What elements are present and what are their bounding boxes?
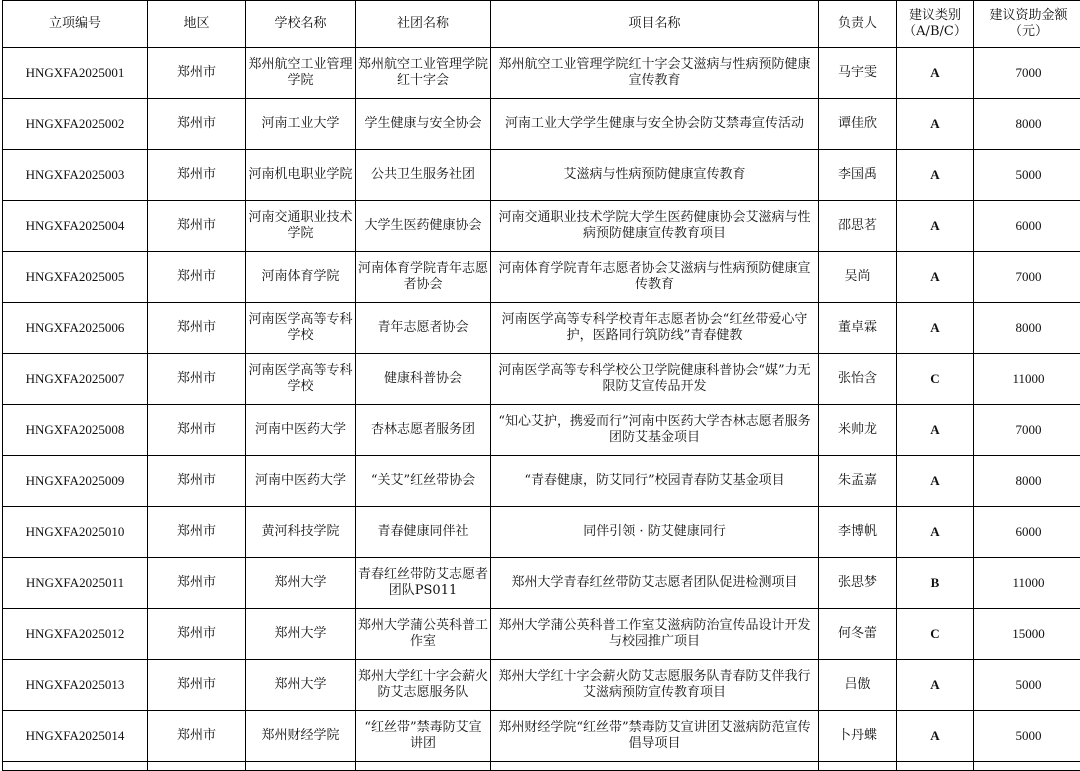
cell-code: HNGXFA2025006 [3,303,148,354]
cell-leader: 谭佳欣 [819,99,897,150]
cell-empty [974,762,1080,771]
cell-school: 河南医学高等专科学校 [246,354,356,405]
cell-leader: 董卓霖 [819,303,897,354]
cell-school: 郑州大学 [246,609,356,660]
header-amount: 建议资助金额（元） [974,1,1080,48]
cell-amount: 7000 [974,252,1080,303]
cell-code: HNGXFA2025012 [3,609,148,660]
cell-code: HNGXFA2025013 [3,660,148,711]
cell-school: 河南中医药大学 [246,405,356,456]
cell-category: A [897,150,974,201]
cell-region: 郑州市 [148,405,246,456]
cell-empty [356,762,491,771]
cell-project: 河南医学高等专科学校青年志愿者协会“红丝带爱心守护，医路同行筑防线”青春健教 [491,303,819,354]
cell-region: 郑州市 [148,711,246,762]
cell-region: 郑州市 [148,303,246,354]
cell-club: 健康科普协会 [356,354,491,405]
cell-code: HNGXFA2025004 [3,201,148,252]
header-code: 立项编号 [3,1,148,48]
cell-leader: 吕傲 [819,660,897,711]
header-category: 建议类别（A/B/C） [897,1,974,48]
cell-code: HNGXFA2025002 [3,99,148,150]
cell-category: A [897,201,974,252]
cell-amount: 5000 [974,150,1080,201]
cell-project: 郑州大学青春红丝带防艾志愿者团队促进检测项目 [491,558,819,609]
cell-club: “红丝带”禁毒防艾宣讲团 [356,711,491,762]
cell-amount: 8000 [974,303,1080,354]
cell-leader: 何冬蕾 [819,609,897,660]
cell-club: 青春健康同伴社 [356,507,491,558]
cell-category: A [897,456,974,507]
cell-school: 黄河科技学院 [246,507,356,558]
cell-leader: 吴尚 [819,252,897,303]
cell-category: A [897,711,974,762]
cell-region: 郑州市 [148,354,246,405]
cell-project: 河南工业大学学生健康与安全协会防艾禁毒宣传活动 [491,99,819,150]
cell-school: 河南机电职业学院 [246,150,356,201]
cell-leader: 张怡含 [819,354,897,405]
table-row [3,150,1080,201]
cell-project: 郑州航空工业管理学院红十字会艾滋病与性病预防健康宣传教育 [491,48,819,99]
table-row [3,609,1080,660]
cell-category: A [897,507,974,558]
cell-amount: 7000 [974,405,1080,456]
cell-empty [897,762,974,771]
cell-club: 青年志愿者协会 [356,303,491,354]
cell-leader: 朱孟嘉 [819,456,897,507]
table-row [3,456,1080,507]
cell-project: 郑州财经学院“红丝带”禁毒防艾宣讲团艾滋病防范宣传倡导项目 [491,711,819,762]
header-project: 项目名称 [491,1,819,48]
header-club: 社团名称 [356,1,491,48]
cell-school: 河南中医药大学 [246,456,356,507]
cell-project: 河南医学高等专科学校公卫学院健康科普协会“媒”力无限防艾宣传品开发 [491,354,819,405]
cell-project: 同伴引领 · 防艾健康同行 [491,507,819,558]
cell-school: 郑州财经学院 [246,711,356,762]
cell-school: 河南交通职业技术学院 [246,201,356,252]
cell-club: 青春红丝带防艾志愿者团队PS011 [356,558,491,609]
table-row [3,660,1080,711]
cell-code: HNGXFA2025010 [3,507,148,558]
cell-project: 郑州大学蒲公英科普工作室艾滋病防治宣传品设计开发与校园推广项目 [491,609,819,660]
cell-project: 河南体育学院青年志愿者协会艾滋病与性病预防健康宣传教育 [491,252,819,303]
cell-region: 郑州市 [148,456,246,507]
table-row [3,252,1080,303]
table-row [3,48,1080,99]
table-row [3,354,1080,405]
cell-category: A [897,48,974,99]
cell-code: HNGXFA2025007 [3,354,148,405]
cell-club: 郑州大学红十字会薪火防艾志愿服务队 [356,660,491,711]
cell-code: HNGXFA2025008 [3,405,148,456]
cell-empty [246,762,356,771]
cell-region: 郑州市 [148,609,246,660]
cell-region: 郑州市 [148,660,246,711]
table-row-cutoff [3,762,1080,771]
cell-category: B [897,558,974,609]
cell-region: 郑州市 [148,48,246,99]
project-table [2,0,1080,771]
cell-code: HNGXFA2025005 [3,252,148,303]
cell-project: “知心艾护，携爱而行”河南中医药大学杏林志愿者服务团防艾基金项目 [491,405,819,456]
cell-school: 河南工业大学 [246,99,356,150]
cell-category: A [897,405,974,456]
cell-amount: 7000 [974,48,1080,99]
cell-school: 河南体育学院 [246,252,356,303]
cell-amount: 8000 [974,456,1080,507]
cell-amount: 5000 [974,711,1080,762]
table-row [3,201,1080,252]
cell-school: 郑州航空工业管理学院 [246,48,356,99]
table-row [3,507,1080,558]
cell-school: 河南医学高等专科学校 [246,303,356,354]
cell-leader: 米帅龙 [819,405,897,456]
header-leader: 负责人 [819,1,897,48]
cell-empty [491,762,819,771]
cell-region: 郑州市 [148,201,246,252]
cell-category: A [897,660,974,711]
cell-project: 郑州大学红十字会薪火防艾志愿服务队青春防艾伴我行艾滋病预防宣传教育项目 [491,660,819,711]
cell-amount: 6000 [974,201,1080,252]
cell-leader: 马宇雯 [819,48,897,99]
cell-club: 郑州航空工业管理学院红十字会 [356,48,491,99]
cell-project: 河南交通职业技术学院大学生医药健康协会艾滋病与性病预防健康宣传教育项目 [491,201,819,252]
cell-region: 郑州市 [148,150,246,201]
cell-club: 杏林志愿者服务团 [356,405,491,456]
header-region: 地区 [148,1,246,48]
cell-category: A [897,99,974,150]
cell-amount: 8000 [974,99,1080,150]
cell-leader: 邵思茗 [819,201,897,252]
cell-school: 郑州大学 [246,660,356,711]
cell-club: 公共卫生服务社团 [356,150,491,201]
cell-project: 艾滋病与性病预防健康宣传教育 [491,150,819,201]
cell-school: 郑州大学 [246,558,356,609]
cell-club: 学生健康与安全协会 [356,99,491,150]
cell-region: 郑州市 [148,558,246,609]
cell-club: 郑州大学蒲公英科普工作室 [356,609,491,660]
cell-leader: 李国禹 [819,150,897,201]
cell-club: 河南体育学院青年志愿者协会 [356,252,491,303]
table-row [3,303,1080,354]
cell-amount: 11000 [974,558,1080,609]
table-row [3,711,1080,762]
cell-amount: 5000 [974,660,1080,711]
table-row [3,99,1080,150]
cell-code: HNGXFA2025014 [3,711,148,762]
cell-club: 大学生医药健康协会 [356,201,491,252]
cell-empty [148,762,246,771]
cell-code: HNGXFA2025003 [3,150,148,201]
cell-category: A [897,303,974,354]
cell-leader: 张思梦 [819,558,897,609]
cell-empty [3,762,148,771]
cell-category: A [897,252,974,303]
cell-code: HNGXFA2025009 [3,456,148,507]
table-row [3,558,1080,609]
cell-amount: 15000 [974,609,1080,660]
table-header-row [3,1,1080,48]
cell-region: 郑州市 [148,507,246,558]
table-row [3,405,1080,456]
cell-code: HNGXFA2025001 [3,48,148,99]
header-school: 学校名称 [246,1,356,48]
cell-category: C [897,354,974,405]
cell-leader: 卜丹蝶 [819,711,897,762]
cell-project: “青春健康，防艾同行”校园青春防艾基金项目 [491,456,819,507]
cell-leader: 李博帆 [819,507,897,558]
cell-region: 郑州市 [148,99,246,150]
cell-category: C [897,609,974,660]
cell-club: “关艾”红丝带协会 [356,456,491,507]
cell-code: HNGXFA2025011 [3,558,148,609]
cell-amount: 6000 [974,507,1080,558]
cell-region: 郑州市 [148,252,246,303]
cell-amount: 11000 [974,354,1080,405]
cell-empty [819,762,897,771]
